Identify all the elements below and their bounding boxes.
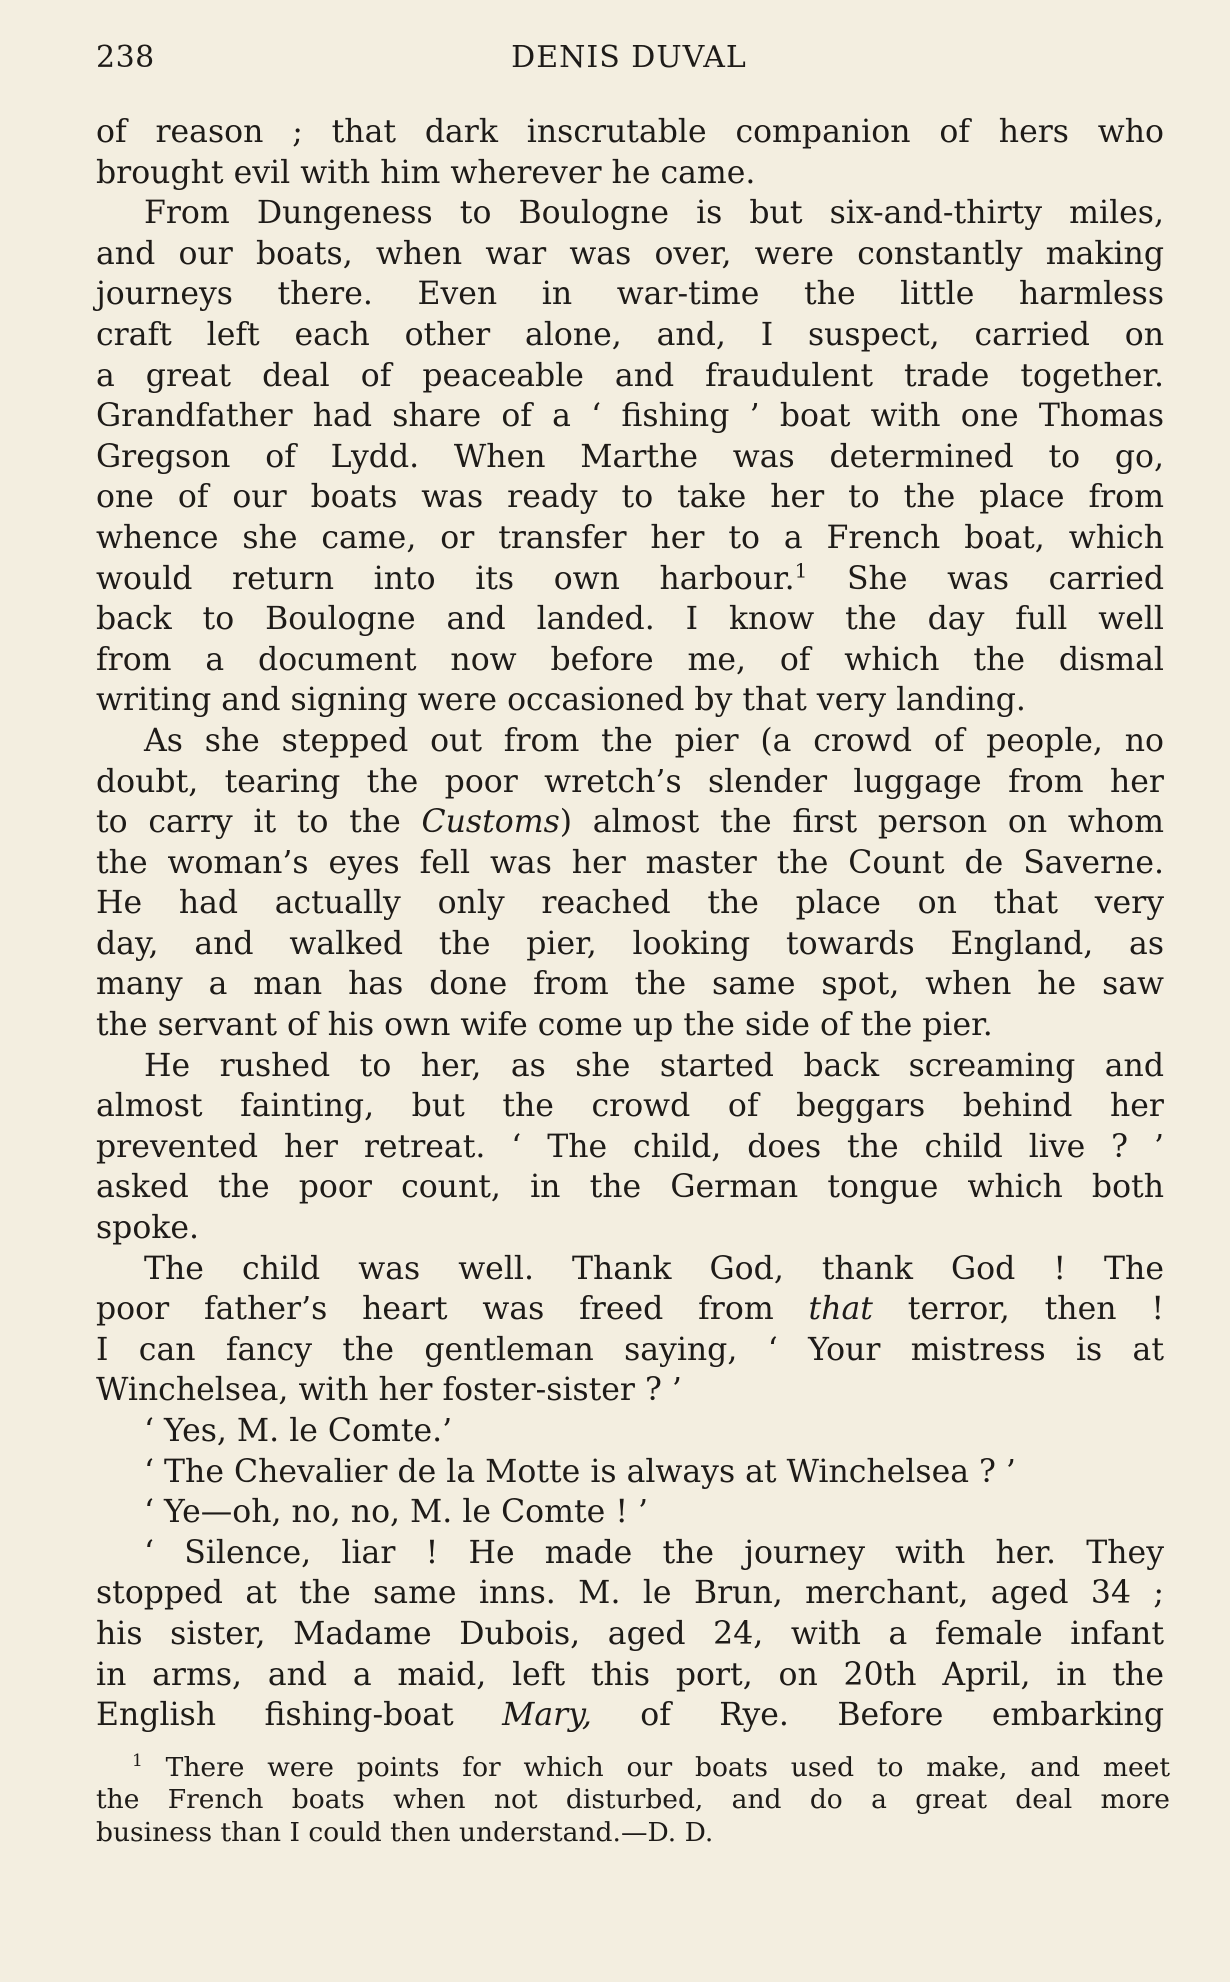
text-line: craft left each other alone, and, I suspect, carried on [96,316,1164,353]
text-line: brought evil with him wherever he came. [96,154,756,191]
text-line: ‘ Silence, liar ! He made the journey with her. They [144,1534,1164,1571]
text-line: day, and walked the pier, looking towards England, as [96,925,1164,962]
text-line: The child was well. Thank God, thank God ! The [144,1250,1164,1287]
text-segment: There were points for which our boats used to make, and meet [165,1752,1170,1783]
text-line: spoke. [96,1210,200,1247]
text-line: From Dungeness to Boulogne is but six-and-thirty miles, [144,195,1164,232]
text-segment: terror, then ! [872,1291,1165,1328]
text-line: Gregson of Lydd. When Marthe was determined to go, [96,438,1164,475]
text-line: back to Boulogne and landed. I know the day full well [96,601,1164,638]
footnote-reference: 1 [794,558,808,583]
text-line: of reason ; that dark inscrutable companion of hers who [96,114,1164,150]
text-line [96,1695,1164,1736]
text-segment: English fishing-boat [96,1697,503,1734]
text-line: the woman’s eyes fell was her master the Count de Saverne. [96,844,1164,881]
footnote-line [96,1752,1170,1784]
text-line: doubt, tearing the poor wretch’s slender luggage from her [96,763,1164,800]
text-line: asked the poor count, in the German tongue which both [96,1169,1164,1206]
text-line: a great deal of peaceable and fraudulent trade together. [96,357,1164,394]
text-line: ‘ Yes, M. le Comte.’ [144,1413,453,1449]
text-line: ‘ The Chevalier de la Motte is always at Winchelsea ? ’ [144,1453,1016,1490]
text-line: Winchelsea, with her foster-sister ? ’ [96,1372,682,1409]
text-segment: of Rye. Before embarking [591,1697,1165,1734]
text-segment: would return into its own harbour. [96,560,795,597]
footnote-marker: 1 [132,1751,143,1772]
text-line: journeys there. Even in war-time the little harmless [96,276,1164,313]
text-line: He had actually only reached the place on that very [96,885,1164,922]
text-line: from a document now before me, of which the dismal [96,641,1164,678]
text-segment: ) almost the first person on whom [559,804,1164,841]
italic-text: Mary, [502,1697,592,1734]
text-segment: She was carried [807,560,1164,597]
text-line [96,1289,1164,1330]
text-line: He rushed to her, as she started back screaming and [144,1047,1164,1084]
text-line: writing and signing were occasioned by that very landing. [96,682,1026,719]
italic-text: Customs [421,804,560,841]
text-line: and our boats, when war was over, were constantly making [96,235,1164,272]
text-line: in arms, and a maid, left this port, on 20th April, in the [96,1656,1164,1693]
text-line: As she stepped out from the pier (a crowd of people, no [144,722,1164,759]
text-line: Grandfather had share of a ‘ fishing ’ boat with one Thomas [96,398,1164,435]
text-line: his sister, Madame Dubois, aged 24, with a female infant [96,1615,1164,1652]
body-text [96,112,1164,1736]
footnote [96,1752,1170,1849]
text-line [96,559,1164,600]
text-line [96,802,1164,843]
page-number: 238 [96,40,155,75]
running-title: DENIS DUVAL [511,40,747,75]
italic-text: that [808,1291,873,1328]
running-head [96,40,1162,80]
text-line: almost fainting, but the crowd of beggars behind her [96,1088,1164,1125]
text-segment: poor father’s heart was freed from [96,1291,809,1328]
footnote-line: business than I could then understand.—D. D. [96,1816,714,1848]
text-line: the servant of his own wife come up the side of the pier. [96,1007,993,1044]
text-line: one of our boats was ready to take her to the place from [96,479,1164,516]
text-line: many a man has done from the same spot, when he saw [96,966,1164,1003]
text-segment: to carry it to the [96,804,422,841]
text-line: ‘ Ye—oh, no, no, M. le Comte ! ’ [144,1494,648,1531]
text-line: I can fancy the gentleman saying, ‘ Your mistress is at [96,1331,1164,1368]
footnote-line: the French boats when not disturbed, and do a great deal more [96,1784,1170,1816]
text-line: whence she came, or transfer her to a French boat, which [96,519,1164,556]
text-line: stopped at the same inns. M. le Brun, merchant, aged 34 ; [96,1575,1164,1612]
text-line: prevented her retreat. ‘ The child, does the child live ? ’ [96,1128,1164,1165]
